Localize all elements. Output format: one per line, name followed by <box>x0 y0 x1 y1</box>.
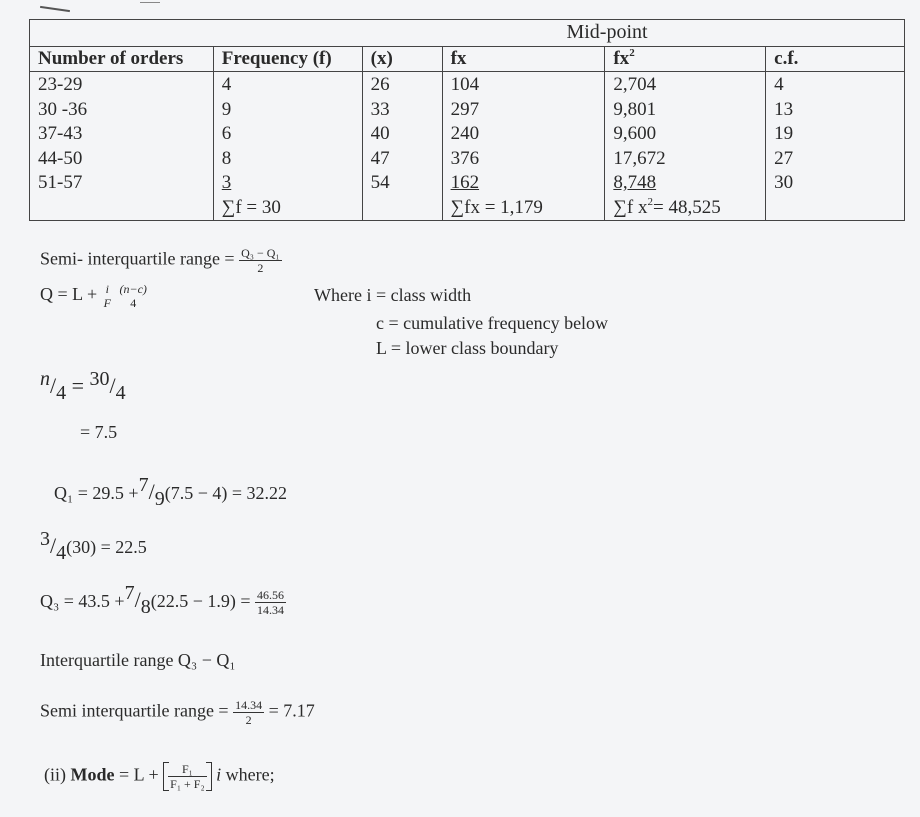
cell: 9,801 <box>613 98 657 120</box>
where-L: L = lower class boundary <box>376 338 559 358</box>
cell: 8 <box>221 147 232 169</box>
total-f: ∑f = 30 <box>221 196 281 218</box>
cell: 297 <box>450 98 480 120</box>
cell: 37-43 <box>38 123 83 144</box>
cell: 9 <box>221 98 232 120</box>
q3-position: 3/4(30) = 22.5 <box>40 528 147 564</box>
fraction: $\frac{\text{Q₃ − Q₁}}{2}$ <box>241 246 280 275</box>
col-frequency <box>213 72 362 221</box>
cell: 47 <box>370 147 390 169</box>
cell: 27 <box>774 147 794 169</box>
cell: 8,748 <box>613 172 657 193</box>
cell: 40 <box>370 123 390 144</box>
cell: 33 <box>370 98 390 120</box>
cell: 240 <box>450 123 480 144</box>
cell: 13 <box>774 98 794 120</box>
q3-calculation: Q₃ = 43.5 +7/8(22.5 − 1.9) = $\frac{46.56}{14.34}$ <box>40 582 284 618</box>
col-orders <box>30 72 214 221</box>
cell: 44-50 <box>38 147 83 169</box>
cell: 376 <box>450 147 480 169</box>
cell: 30 <box>774 172 794 193</box>
col-fx <box>442 72 605 221</box>
mode-formula: (ii) Mode = L + $\frac{\text{F₁}}{\text{F₁ + F₂}}$ i where; <box>44 762 275 791</box>
cell: 54 <box>370 172 390 193</box>
frequency-table <box>29 19 905 221</box>
n4-result: = 7.5 <box>80 422 118 442</box>
where-c: c = cumulative frequency below <box>376 313 609 333</box>
cell: 104 <box>450 74 480 95</box>
col-header-frequency: Frequency (f) <box>213 47 362 72</box>
where-i: Where i = class width <box>314 285 472 305</box>
col-header-x: (x) <box>362 47 442 72</box>
semi-iqr-formula: Semi- interquartile range = $\frac{\text{Q₃ − Q₁}}{2}$ <box>40 246 280 275</box>
cell: 9,600 <box>613 123 657 144</box>
cell: 162 <box>450 172 480 193</box>
col-fx2 <box>605 72 766 221</box>
cell: 51-57 <box>38 172 83 193</box>
cell: 2,704 <box>613 74 657 95</box>
n-over-4: n/4 = 30/4 <box>40 368 126 404</box>
cell: 4 <box>221 74 232 95</box>
cell: 6 <box>221 123 232 144</box>
quartile-formula: Q = L + i F (n−c) 4 <box>40 282 147 310</box>
cell: 23-29 <box>38 74 83 95</box>
col-header-orders: Number of orders <box>30 47 214 72</box>
cell: 30 -36 <box>38 98 88 120</box>
cell: 17,672 <box>613 147 666 169</box>
total-fx2: ∑f $x^2= 48,525$ <box>613 195 721 218</box>
cell: 3 <box>221 172 232 193</box>
col-header-cf: c.f. <box>766 47 905 72</box>
semi-iqr-result: Semi interquartile range = $\frac{14.34}{2}$ = 7.17 <box>40 698 315 727</box>
col-header-fx: fx <box>442 47 605 72</box>
scan-artifact <box>40 6 70 12</box>
q1-calculation: Q₁ = 29.5 +7/9(7.5 − 4) = 32.22 <box>54 474 287 510</box>
cell: 19 <box>774 123 794 144</box>
cell: 26 <box>370 74 390 95</box>
col-cf <box>766 72 905 221</box>
group-header-midpoint: Mid-point <box>30 20 905 47</box>
scan-artifact <box>140 2 160 3</box>
interquartile-range: Interquartile range Q₃ − Q₁ <box>40 650 236 670</box>
col-x <box>362 72 442 221</box>
col-header-fx2: $fx^2$ <box>605 47 766 72</box>
cell: 4 <box>774 74 784 95</box>
total-fx: ∑fx = 1,179 <box>450 196 543 218</box>
